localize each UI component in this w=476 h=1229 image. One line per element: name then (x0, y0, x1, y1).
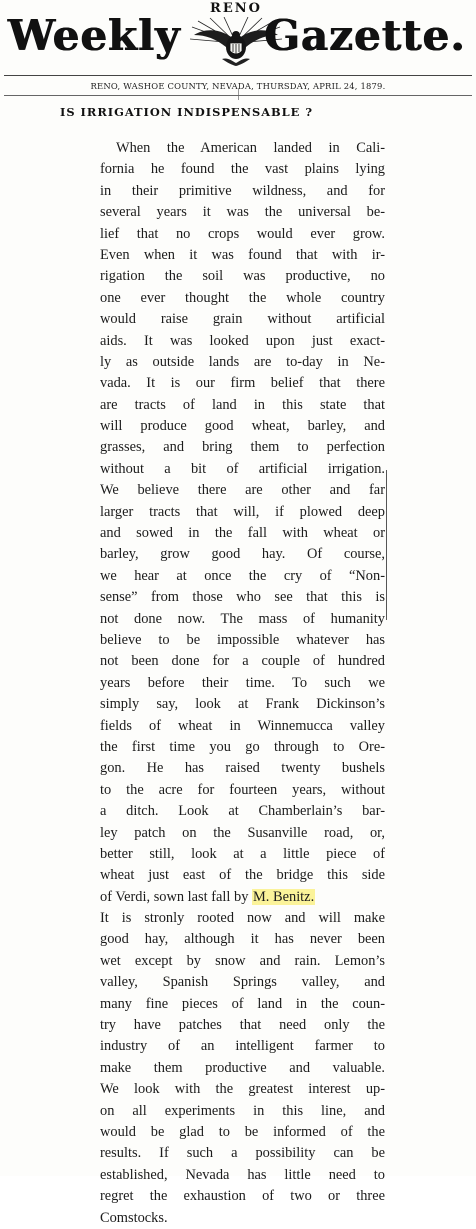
article-line: are tracts of land in this state that (100, 396, 385, 413)
article-line: gon. He has raised twenty bushels (100, 760, 385, 777)
scan-divider (238, 88, 239, 100)
article-line: will produce good wheat, barley, and (100, 418, 385, 435)
article-line: fornia he found the vast plains lying (100, 161, 385, 178)
article-line: We believe there are other and far (100, 482, 385, 499)
article-line: rigation the soil was productive, no (100, 268, 385, 285)
article-line: It is stronly rooted now and will make (100, 910, 385, 927)
article-line: and sowed in the fall with wheat or (100, 525, 385, 542)
article-line: Comstocks. (100, 1209, 168, 1226)
article-line: of Verdi, sown last fall by M. Benitz. (100, 888, 315, 905)
article-line: fields of wheat in Winnemucca valley (100, 717, 385, 734)
article-line: simply say, look at Frank Dickinson’s (100, 696, 385, 713)
article-line: results. If such a possibility can be (100, 1145, 385, 1162)
article-line: ley patch on the Susanville road, or, (100, 824, 385, 841)
article-body (100, 138, 385, 1229)
article-line: we hear at once the cry of “Non- (100, 567, 385, 584)
article-line: We look with the greatest interest up- (100, 1081, 385, 1098)
article-line: a ditch. Look at Chamberlain’s bar- (100, 803, 385, 820)
masthead-title-gazette: Gazette. (264, 11, 466, 60)
dateline: RENO, WASHOE COUNTY, NEVADA, THURSDAY, APRIL 24, 1879. (90, 81, 386, 91)
article-line: industry of an intelligent farmer to (100, 1038, 385, 1055)
article-line: When the American landed in Cali- (116, 140, 385, 156)
article-line: better still, look at a little piece of (100, 845, 385, 862)
article-line: aids. It was looked upon just exact- (100, 332, 385, 349)
article-line: would raise grain without artificial (100, 311, 385, 328)
article-line: wheat just east of the bridge this side (100, 867, 385, 884)
article-line: to the acre for fourteen years, without (100, 781, 385, 798)
article-line: regret the exhaustion of two or three (100, 1188, 385, 1205)
article-line: good hay, although it has never been (100, 931, 385, 948)
article-line: several years it was the universal be- (100, 204, 385, 221)
article-line: wet except by snow and rain. Lemon’s (100, 952, 385, 969)
article-line: one ever thought the whole country (100, 289, 385, 306)
article-line: try have patches that need only the (100, 1017, 385, 1034)
masthead-title-reno: RENO (210, 1, 262, 16)
article-line: years before their time. To such we (100, 674, 385, 691)
highlighted-name: M. Benitz. (253, 888, 315, 905)
article-line: vada. It is our firm belief that there (100, 375, 385, 392)
article-line: not done now. The mass of humanity (100, 610, 385, 627)
article-line: the first time you go through to Ore- (100, 738, 385, 755)
article-line: lief that no crops would ever grow. (100, 225, 385, 242)
masthead (0, 0, 476, 91)
article-line: sense” from those who see that this is (100, 589, 385, 606)
article-line: ly as outside lands are to-day in Ne- (100, 353, 385, 370)
article-line: believe to be impossible whatever has (100, 631, 385, 648)
article-line: larger tracts that will, if plowed deep (100, 503, 385, 520)
masthead-rule-bottom (4, 95, 472, 96)
article-line: without a bit of artificial irrigation. (100, 460, 385, 477)
article-line: barley, grow good hay. Of course, (100, 546, 385, 563)
article-line: make them productive and valuable. (100, 1059, 385, 1076)
article-headline: IS IRRIGATION INDISPENSABLE ? (60, 105, 314, 119)
column-rule (386, 470, 387, 620)
masthead-title-weekly: Weekly (8, 11, 181, 60)
article-line: many fine pieces of land in the coun- (100, 995, 385, 1012)
article-line: not been done for a couple of hundred (100, 653, 385, 670)
article-line: in their primitive wildness, and for (100, 182, 385, 199)
article-line: grasses, and bring them to perfection (100, 439, 385, 456)
article-line: established, Nevada has little need to (100, 1166, 385, 1183)
article-line: on all experiments in this line, and (100, 1102, 385, 1119)
article-line: valley, Spanish Springs valley, and (100, 974, 385, 991)
article-line: Even when it was found that with ir- (100, 246, 385, 263)
masthead-rule-top (4, 75, 472, 76)
article-line: would be glad to be informed of the (100, 1123, 385, 1140)
